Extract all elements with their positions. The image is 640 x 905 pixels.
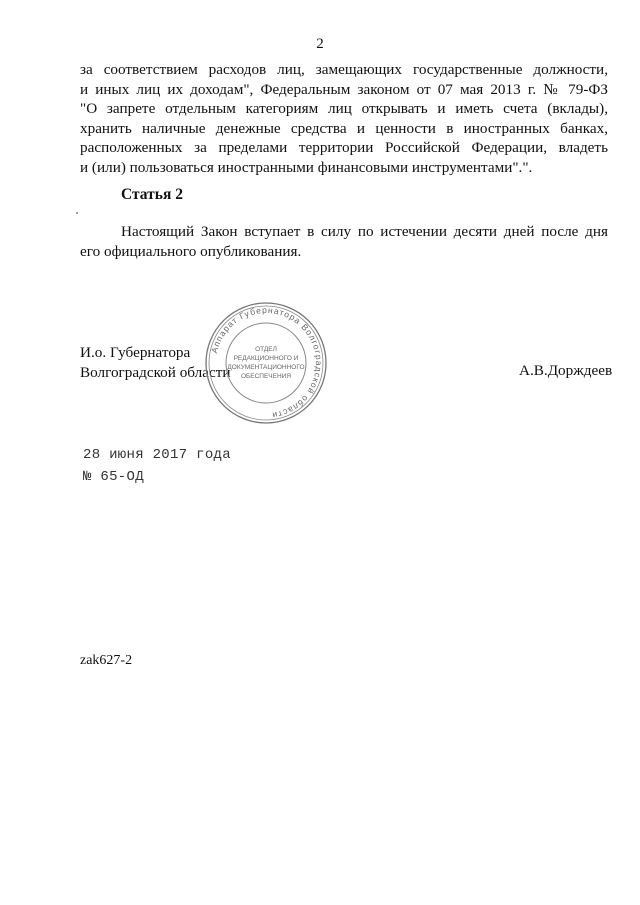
- seal-inner-line: РЕДАКЦИОННОГО И: [233, 355, 299, 362]
- official-seal-stamp: [203, 300, 329, 426]
- scan-speck: [76, 212, 78, 214]
- seal-inner-line: ОБЕСПЕЧЕНИЯ: [240, 373, 292, 380]
- signatory-title-line1: И.о. Губернатора: [80, 344, 191, 361]
- paragraph-continuation: [80, 60, 608, 177]
- paragraph-line: и иных лиц их доходам", Федеральным законом от 07 мая 2013 г. № 79-ФЗ: [80, 80, 608, 98]
- article-heading: Статья 2: [121, 186, 183, 203]
- signatory-title-line2: Волгоградской области: [80, 363, 231, 381]
- article-text: [80, 222, 608, 261]
- seal-inner-line: ОТДЕЛ: [255, 346, 277, 353]
- seal-inner-line: ДОКУМЕНТАЦИОННОГО: [227, 364, 305, 371]
- paragraph-line: расположенных за пределами территории Российской Федерации, владеть: [80, 139, 608, 156]
- seal-outer-text: Аппарат Губернатора Волгоградской области: [209, 304, 325, 421]
- paragraph-line: и (или) пользоваться иностранными финансовыми инструментами".".: [80, 158, 533, 176]
- article-line: его официального опубликования.: [80, 242, 302, 260]
- signing-date: 28 июня 2017 года: [83, 447, 231, 463]
- page-number: 2: [316, 36, 324, 52]
- article-line: Настоящий Закон вступает в силу по истечении десяти дней после дня: [121, 223, 608, 240]
- paragraph-line: за соответствием расходов лиц, замещающих государственные должности,: [80, 61, 608, 78]
- paragraph-line: хранить наличные денежные средства и ценности в иностранных банках,: [80, 119, 608, 137]
- law-number: № 65-ОД: [83, 469, 144, 485]
- document-code: zak627-2: [80, 653, 133, 668]
- signatory-name: А.В.Дорждеев: [519, 362, 613, 379]
- paragraph-line: "О запрете отдельным категориям лиц открывать и иметь счета (вклады),: [80, 100, 608, 117]
